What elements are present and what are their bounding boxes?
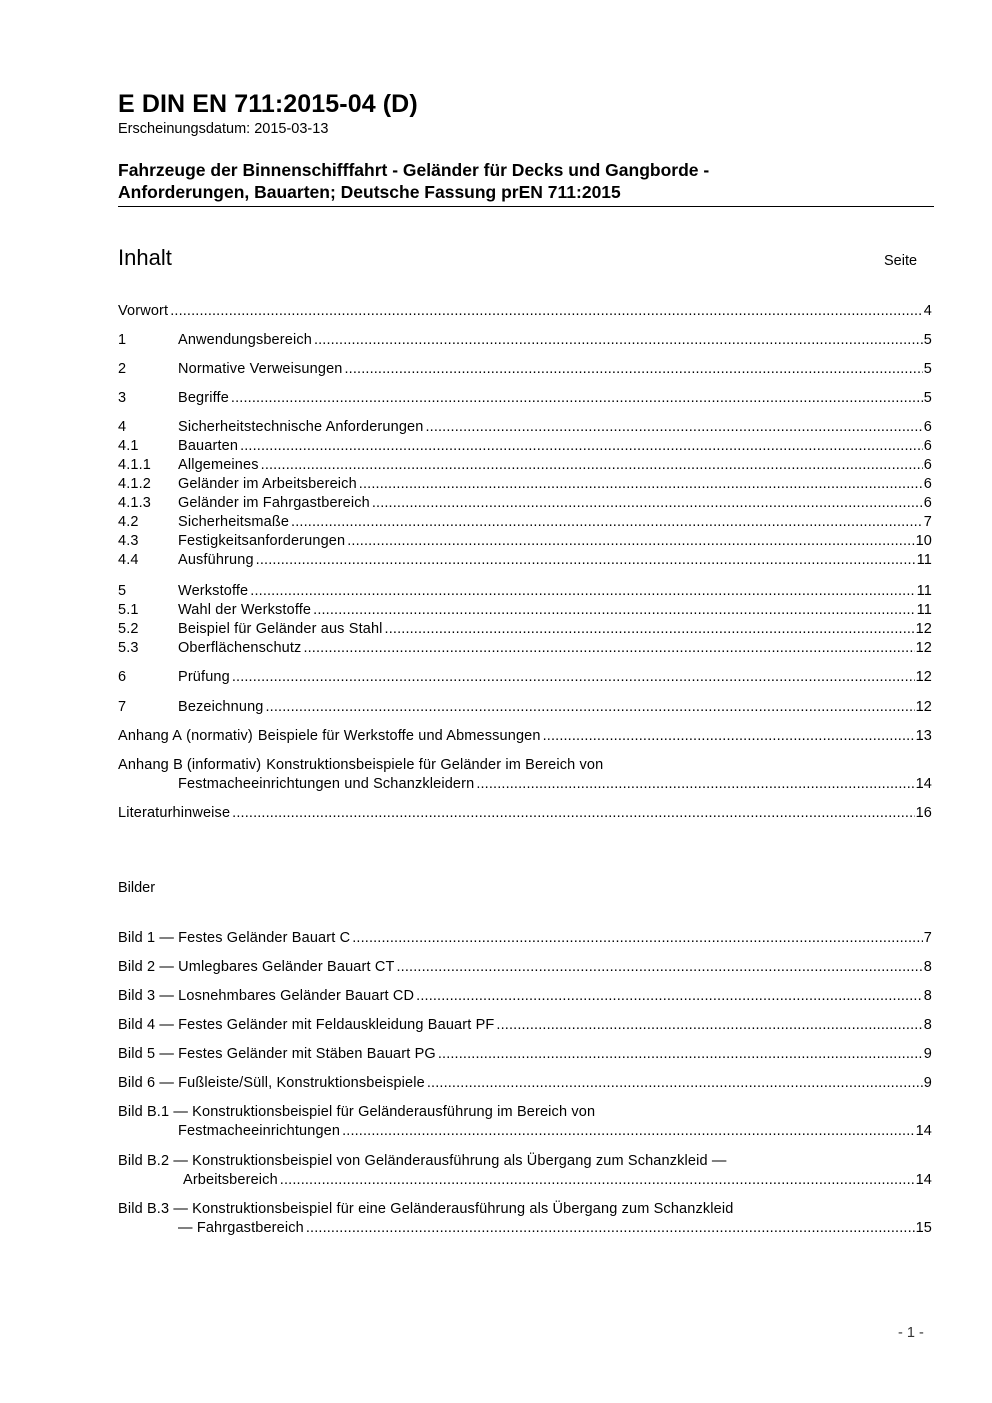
toc-entry-number: 4.1.1 <box>118 457 151 473</box>
toc-entry[interactable] <box>118 698 932 717</box>
toc-entry-label: Beispiel für Geländer aus Stahl <box>178 621 383 637</box>
document-id: E DIN EN 711:2015-04 (D) <box>118 90 418 118</box>
figure-entry-multiline[interactable] <box>118 1200 932 1238</box>
toc-entry[interactable] <box>118 494 932 513</box>
figure-label-line-2: — Fahrgastbereich <box>178 1220 304 1236</box>
leader-dots <box>372 494 923 513</box>
toc-entry-label: Geländer im Fahrgastbereich <box>178 495 370 511</box>
title-line-2: Anforderungen, Bauarten; Deutsche Fassung prEN 711:2015 <box>118 182 621 202</box>
toc-section-5 <box>118 582 932 658</box>
leader-dots <box>313 601 916 620</box>
toc-entry-vorwort[interactable] <box>118 302 932 321</box>
toc-entry-page: 11 <box>916 552 932 568</box>
figure-label: Bild 1 — Festes Geländer Bauart C <box>118 930 351 946</box>
toc-entry[interactable] <box>118 389 932 408</box>
figure-entry-multiline[interactable] <box>118 1103 932 1141</box>
toc-entry-page: 12 <box>915 669 932 685</box>
toc-entry-number: 4.4 <box>118 552 139 568</box>
toc-entry-number: 2 <box>118 361 127 377</box>
toc-entry-label: Normative Verweisungen <box>178 361 343 377</box>
toc-entry-page: 6 <box>923 476 932 492</box>
leader-dots <box>291 513 923 532</box>
toc-entry-number: 6 <box>118 669 127 685</box>
toc-entry-label: Vorwort <box>118 303 169 319</box>
annex-prefix: Anhang B <box>118 757 183 773</box>
toc-entry-page: 16 <box>915 805 932 821</box>
figure-page: 9 <box>923 1075 932 1091</box>
toc-entry-number: 4.2 <box>118 514 139 530</box>
leader-dots <box>232 668 915 687</box>
annex-kind: (informativ) <box>186 757 262 773</box>
leader-dots <box>232 804 914 823</box>
toc-entry-label: Festigkeitsanforderungen <box>178 533 346 549</box>
figure-label-line-1: Bild B.3 — Konstruktionsbeispiel für eine Geländerausführung als Übergang zum Schanzkleid <box>118 1201 734 1217</box>
toc-entry-label: Allgemeines <box>178 457 259 473</box>
toc-entry-label: Literaturhinweise <box>118 805 231 821</box>
toc-entry-page: 13 <box>915 728 932 744</box>
figure-entry[interactable] <box>118 958 932 977</box>
figure-page: 8 <box>923 988 932 1004</box>
toc-entry-page: 6 <box>923 438 932 454</box>
toc-annex-a[interactable] <box>118 727 932 746</box>
toc-entry-page: 11 <box>916 602 932 618</box>
annex-prefix: Anhang A <box>118 728 183 744</box>
toc-entry-label: Ausführung <box>178 552 254 568</box>
figures-heading: Bilder <box>118 880 156 896</box>
toc-entry-number: 7 <box>118 699 127 715</box>
leader-dots <box>280 1171 915 1190</box>
page-column-label: Seite <box>884 253 918 269</box>
toc-entry[interactable] <box>118 437 932 456</box>
document-title <box>118 159 918 203</box>
figure-page: 8 <box>923 959 932 975</box>
toc-entry-label: Werkstoffe <box>178 583 249 599</box>
toc-entry-label: Bezeichnung <box>178 699 264 715</box>
leader-dots <box>170 302 923 321</box>
page-number: - 1 - <box>898 1325 924 1341</box>
figure-entry[interactable] <box>118 1016 932 1035</box>
toc-entry-page: 14 <box>915 776 932 792</box>
figure-page: 15 <box>915 1220 932 1236</box>
leader-dots <box>266 698 915 717</box>
issue-date: Erscheinungsdatum: 2015-03-13 <box>118 121 329 137</box>
figure-entry[interactable] <box>118 1074 932 1093</box>
toc-entry[interactable] <box>118 360 932 379</box>
leader-dots <box>250 582 915 601</box>
leader-dots <box>397 958 923 977</box>
leader-dots <box>303 639 914 658</box>
toc-entry-number: 4.1 <box>118 438 139 454</box>
toc-entry-page: 6 <box>923 419 932 435</box>
toc-entry-label: Wahl der Werkstoffe <box>178 602 312 618</box>
figure-page: 14 <box>915 1172 932 1188</box>
figure-page: 7 <box>923 930 932 946</box>
toc-entry-page: 10 <box>915 533 932 549</box>
leader-dots <box>261 456 923 475</box>
toc-entry-number: 5.2 <box>118 621 139 637</box>
leader-dots <box>416 987 923 1006</box>
toc-entry-number: 5 <box>118 583 127 599</box>
leader-dots <box>314 331 923 350</box>
figure-entry[interactable] <box>118 929 932 948</box>
toc-entry[interactable] <box>118 639 932 658</box>
figure-label-line-2: Festmacheeinrichtungen <box>178 1123 341 1139</box>
figure-label-line-1: Bild B.1 — Konstruktionsbeispiel für Geländerausführung im Bereich von <box>118 1104 596 1120</box>
toc-section-4 <box>118 418 932 570</box>
toc-entry-label: Sicherheitstechnische Anforderungen <box>178 419 424 435</box>
leader-dots <box>352 929 923 948</box>
toc-entry-number: 3 <box>118 390 127 406</box>
title-line-1: Fahrzeuge der Binnenschifffahrt - Geländer für Decks und Gangborde - <box>118 160 710 180</box>
toc-entry[interactable] <box>118 601 932 620</box>
toc-entry-page: 5 <box>923 332 932 348</box>
toc-entry-page: 4 <box>923 303 932 319</box>
toc-entry-number: 4.1.3 <box>118 495 151 511</box>
toc-entry-page: 5 <box>923 390 932 406</box>
figure-label-line-1: Bild B.2 — Konstruktionsbeispiel von Geländerausführung als Übergang zum Schanzkleid — <box>118 1153 727 1169</box>
leader-dots <box>342 1122 914 1141</box>
toc-bibliography[interactable] <box>118 804 932 823</box>
toc-entry-page: 6 <box>923 457 932 473</box>
toc-entry[interactable] <box>118 418 932 437</box>
figure-entry[interactable] <box>118 987 932 1006</box>
leader-dots <box>425 418 922 437</box>
toc-entry-label: Anwendungsbereich <box>178 332 312 348</box>
leader-dots <box>347 532 914 551</box>
leader-dots <box>496 1016 922 1035</box>
toc-entry-label: Begriffe <box>178 390 229 406</box>
leader-dots <box>427 1074 923 1093</box>
figure-label: Bild 3 — Losnehmbares Geländer Bauart CD <box>118 988 415 1004</box>
toc-entry-page: 11 <box>916 583 932 599</box>
leader-dots <box>345 360 923 379</box>
figure-page: 14 <box>915 1123 932 1139</box>
figure-label: Bild 6 — Fußleiste/Süll, Konstruktionsbeispiele <box>118 1075 425 1091</box>
toc-entry-page: 7 <box>923 514 932 530</box>
figure-entry[interactable] <box>118 1045 932 1064</box>
figure-label: Bild 2 — Umlegbares Geländer Bauart CT <box>118 959 395 975</box>
toc-entry-number: 4 <box>118 419 127 435</box>
toc-heading: Inhalt <box>118 245 172 270</box>
title-divider <box>118 206 934 207</box>
toc-entry[interactable] <box>118 668 932 687</box>
toc-entry-number: 5.1 <box>118 602 139 618</box>
toc-entry[interactable] <box>118 475 932 494</box>
toc-annex-b[interactable] <box>118 756 932 794</box>
leader-dots <box>231 389 923 408</box>
figure-page: 8 <box>923 1017 932 1033</box>
toc-entry[interactable] <box>118 620 932 639</box>
toc-entry-number: 4.1.2 <box>118 476 151 492</box>
toc-entry[interactable] <box>118 582 932 601</box>
toc-entry-page: 12 <box>915 699 932 715</box>
toc-entry[interactable] <box>118 331 932 350</box>
toc-entry-label: Prüfung <box>178 669 230 685</box>
leader-dots <box>476 775 914 794</box>
toc-entry-number: 4.3 <box>118 533 139 549</box>
toc-entry-page: 5 <box>923 361 932 377</box>
toc-entry[interactable] <box>118 456 932 475</box>
toc-entry-label: Oberflächenschutz <box>178 640 302 656</box>
toc-entry-page: 12 <box>915 621 932 637</box>
toc-entry-number: 5.3 <box>118 640 139 656</box>
annex-kind: (normativ) <box>186 728 253 744</box>
toc-entry[interactable] <box>118 551 932 570</box>
toc-entry-number: 1 <box>118 332 127 348</box>
annex-title-line-2: Festmacheeinrichtungen und Schanzkleidern <box>178 776 475 792</box>
annex-title-line-1: Konstruktionsbeispiele für Geländer im Bereich von <box>266 757 604 773</box>
leader-dots <box>240 437 923 456</box>
figure-label: Bild 5 — Festes Geländer mit Stäben Bauart PG <box>118 1046 436 1062</box>
leader-dots <box>256 551 916 570</box>
toc-entry-label: Bauarten <box>178 438 239 454</box>
toc-entry-label: Geländer im Arbeitsbereich <box>178 476 357 492</box>
annex-title: Beispiele für Werkstoffe und Abmessungen <box>257 728 541 744</box>
figure-page: 9 <box>923 1046 932 1062</box>
figure-label: Bild 4 — Festes Geländer mit Feldauskleidung Bauart PF <box>118 1017 495 1033</box>
toc-entry[interactable] <box>118 532 932 551</box>
toc-entry-page: 6 <box>923 495 932 511</box>
leader-dots <box>385 620 915 639</box>
leader-dots <box>438 1045 923 1064</box>
toc-entry-label: Sicherheitsmaße <box>178 514 290 530</box>
toc-entry-page: 12 <box>915 640 932 656</box>
figure-entry-multiline[interactable] <box>118 1152 932 1190</box>
toc-entry[interactable] <box>118 513 932 532</box>
leader-dots <box>359 475 923 494</box>
leader-dots <box>543 727 915 746</box>
leader-dots <box>306 1219 915 1238</box>
figure-label-line-2: Arbeitsbereich <box>183 1172 278 1188</box>
